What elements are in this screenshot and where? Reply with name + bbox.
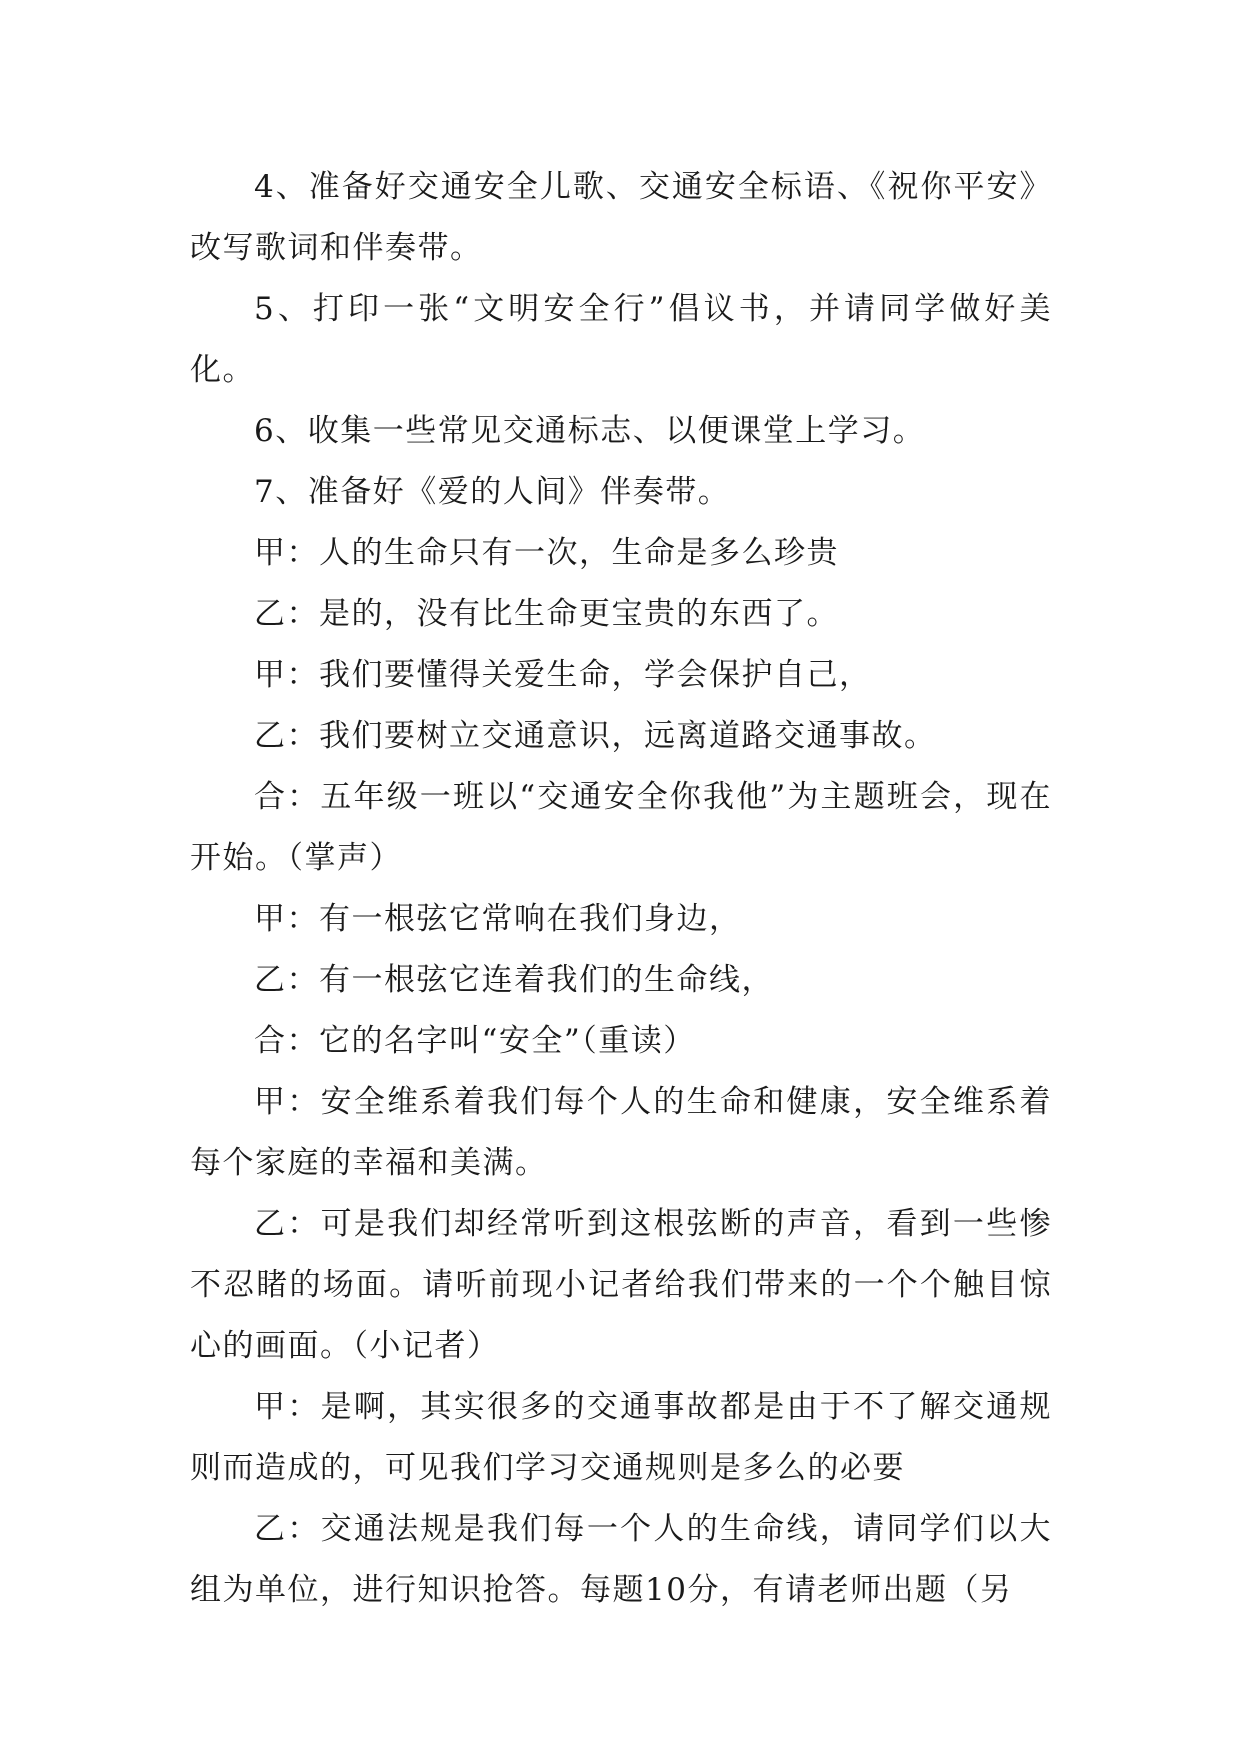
dialogue-line: 甲：有一根弦它常响在我们身边， bbox=[254, 901, 742, 937]
paragraph-item-4: 4、准备好交通安全儿歌、交通安全标语、《祝你平安》改写歌词和伴奏带。 bbox=[190, 169, 1052, 266]
paragraph-item-7: 7、准备好《爱的人间》伴奏带。 bbox=[254, 474, 731, 510]
dialogue-line: 甲：安全维系着我们每个人的生命和健康，安全维系着每个家庭的幸福和美满。 bbox=[190, 1084, 1052, 1181]
dialogue-line: 乙：我们要树立交通意识，远离道路交通事故。 bbox=[254, 718, 937, 754]
paragraph-item-5: 5、打印一张“文明安全行”倡议书，并请同学做好美化。 bbox=[190, 291, 1052, 388]
dialogue-line: 合：五年级一班以“交通安全你我他”为主题班会，现在开始。（掌声） bbox=[190, 779, 1052, 876]
dialogue-line: 乙：交通法规是我们每一个人的生命线，请同学们以大组为单位，进行知识抢答。每题10分，有请老师出题（另 bbox=[190, 1511, 1052, 1608]
dialogue-line: 甲：我们要懂得关爱生命，学会保护自己， bbox=[254, 657, 872, 693]
dialogue-line: 甲：人的生命只有一次，生命是多么珍贵 bbox=[254, 535, 839, 571]
dialogue-line: 乙：有一根弦它连着我们的生命线， bbox=[254, 962, 774, 998]
dialogue-line: 乙：可是我们却经常听到这根弦断的声音，看到一些惨不忍睹的场面。请听前现小记者给我们带来的一个个触目惊心的画面。（小记者） bbox=[190, 1206, 1052, 1364]
document-page bbox=[190, 157, 1052, 1621]
dialogue-line: 乙：是的，没有比生命更宝贵的东西了。 bbox=[254, 596, 839, 632]
dialogue-line: 合：它的名字叫“安全”（重读） bbox=[254, 1023, 696, 1059]
paragraph-item-6: 6、收集一些常见交通标志、以便课堂上学习。 bbox=[254, 413, 926, 449]
dialogue-line: 甲：是啊，其实很多的交通事故都是由于不了解交通规则而造成的，可见我们学习交通规则是多么的必要 bbox=[190, 1389, 1052, 1486]
